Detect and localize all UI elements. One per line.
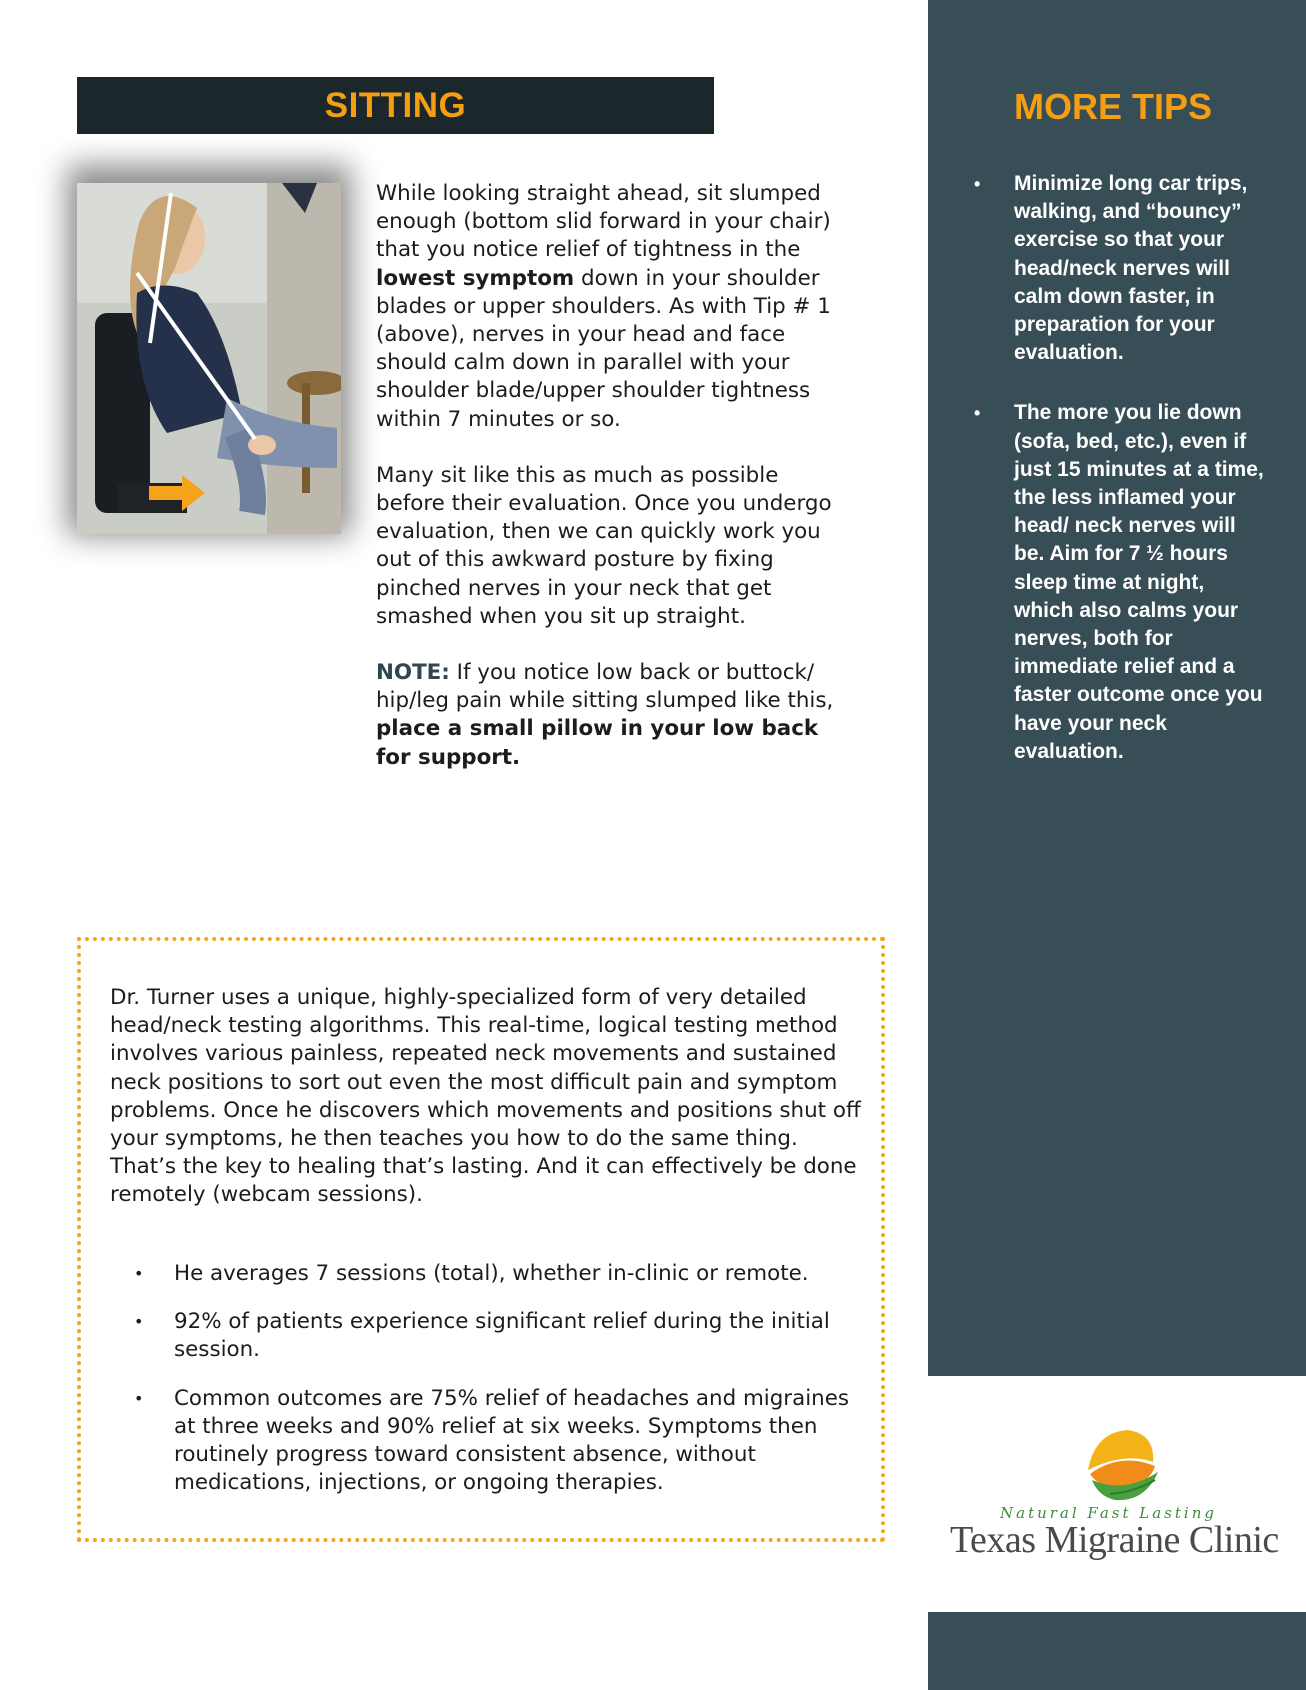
clinic-tagline: Natural Fast Lasting	[1000, 1504, 1217, 1522]
info-bullet-item	[110, 1385, 870, 1498]
paragraph-text: While looking straight ahead, sit slumped enough (bottom slid forward in your chair) that you notice relief of tightness in the	[376, 181, 831, 263]
main-text	[376, 180, 846, 800]
sidebar-footer-band	[928, 1612, 1306, 1690]
tip-text: Minimize long car trips, walking, and “bouncy” exercise so that your head/neck nerves will calm down faster, in preparation for your evaluation.	[1014, 172, 1248, 365]
bullet-text: Common outcomes are 75% relief of headaches and migraines at three weeks and 90% relief at six weeks. Symptoms then routinely progress toward consistent absence, without medications, injections, or ongoing therapies.	[174, 1385, 850, 1496]
bullet-icon: •	[134, 1312, 144, 1332]
note-text: If you notice low back or buttock/ hip/leg pain while sitting slumped like this,	[376, 660, 834, 714]
tip-text: The more you lie down (sofa, bed, etc.), even if just 15 minutes at a time, the less inflamed your head/ neck nerves will be. Aim for 7 ½ hours sleep time at night, which also calms your nerves, both for immediate relief and a faster outcome once you have your neck evaluation.	[1014, 401, 1264, 763]
bullet-text: He averages 7 sessions (total), whether in-clinic or remote.	[174, 1261, 809, 1286]
info-bullet-item	[110, 1260, 870, 1288]
posture-illustration	[77, 183, 341, 534]
section-title: SITTING	[324, 85, 467, 125]
note-label: NOTE:	[376, 660, 450, 686]
bullet-icon: •	[974, 403, 981, 424]
paragraph-slumped-posture	[376, 180, 846, 434]
paragraph-evaluation: Many sit like this as much as possible before their evaluation. Once you undergo evaluation, then we can quickly work you out of this awkward posture by fixing pinched nerves in your neck that get smashed when you sit up straight.	[376, 462, 832, 629]
note-emphasis: place a small pillow in your low back for support.	[376, 716, 819, 770]
info-bullet-item	[110, 1308, 870, 1364]
bullet-text: 92% of patients experience significant relief during the initial session.	[174, 1309, 830, 1363]
sitting-posture-photo	[77, 183, 341, 534]
clinic-name: Texas Migraine Clinic	[950, 1519, 1279, 1561]
tip-item	[974, 170, 1264, 367]
info-bullet-list	[110, 1260, 870, 1517]
bullet-icon: •	[134, 1388, 144, 1408]
sidebar-title: MORE TIPS	[1014, 86, 1213, 127]
bullet-icon: •	[134, 1264, 144, 1283]
section-title-bar	[77, 77, 714, 134]
tip-item	[974, 399, 1264, 766]
tips-list	[974, 170, 1264, 798]
emphasis-text: lowest symptom	[376, 265, 575, 291]
paragraph-note	[376, 659, 846, 772]
bullet-icon: •	[974, 174, 981, 194]
paragraph-text: down in your shoulder blades or upper shoulders. As with Tip # 1 (above), nerves in your head and face should calm down in parallel with your shoulder blade/upper shoulder tightness within 7 minutes or so.	[376, 265, 831, 432]
info-paragraph: Dr. Turner uses a unique, highly-specialized form of very detailed head/neck testing algorithms. This real-time, logical testing method involves various painless, repeated neck movements and sustained neck positions to sort out even the most difficult pain and symptom problems. Once he discovers which movements and positions shut off your symptoms, he then teaches you how to do the same thing. That’s the key to healing that’s lasting. And it can effectively be done remotely (webcam sessions).	[110, 985, 861, 1208]
